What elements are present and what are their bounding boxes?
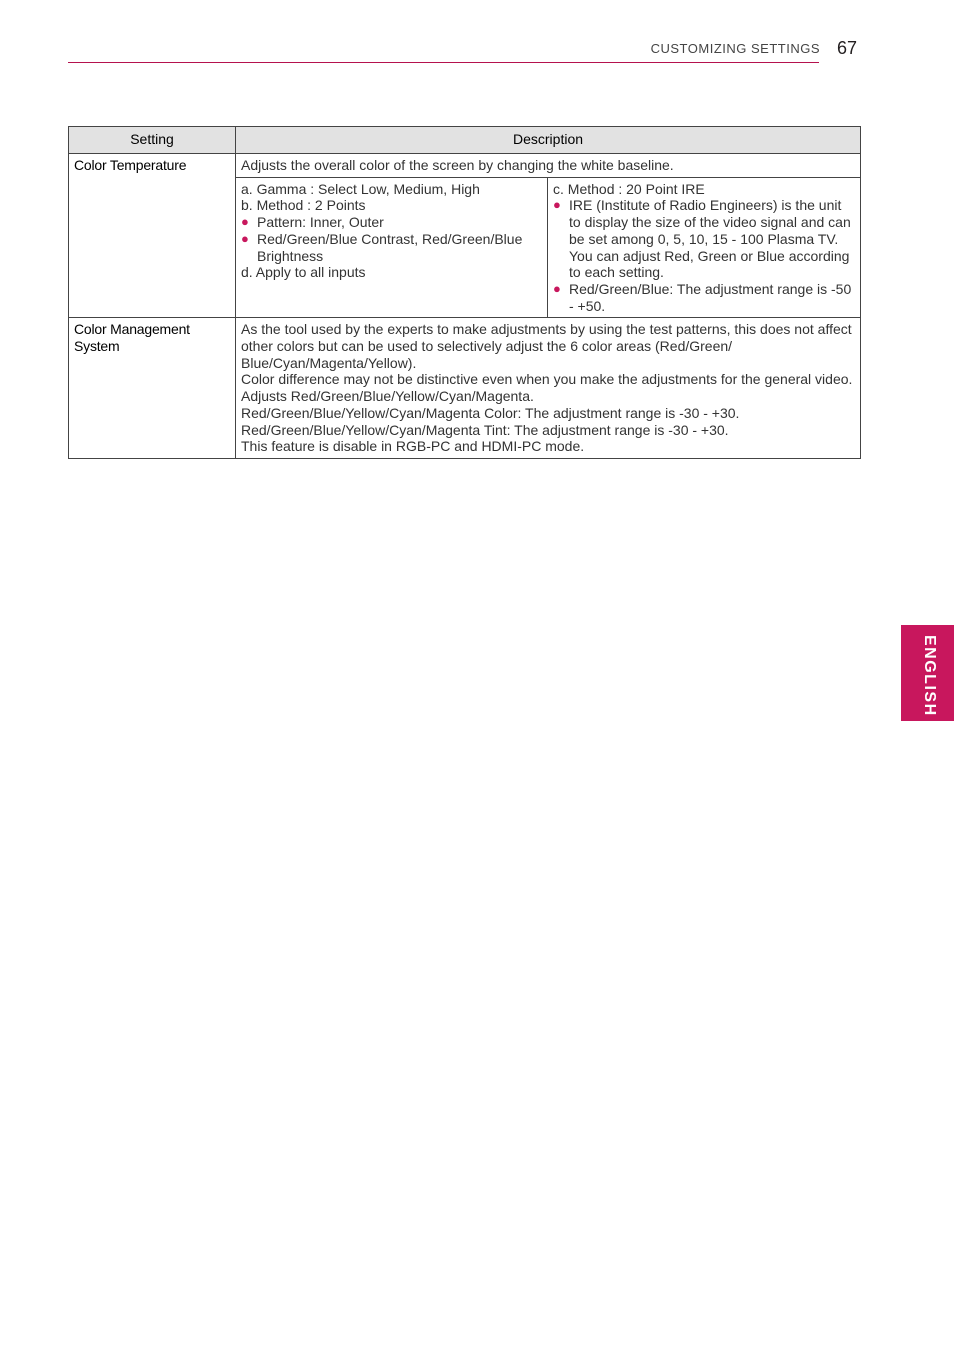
section-title: CUSTOMIZING SETTINGS [650, 41, 820, 56]
description-line: Color difference may not be distinctive even when you make the adjustments for the general video. [241, 371, 853, 388]
bullet-item [553, 281, 855, 314]
bullet-text: Pattern: Inner, Outer [257, 214, 384, 231]
bullet-item [241, 231, 542, 264]
language-tab-label: ENGLISH [921, 635, 938, 717]
column-header-description: Description [236, 127, 861, 154]
bullet-dot-icon: ● [241, 214, 249, 230]
table-row [69, 154, 861, 178]
description-line: This feature is disable in RGB-PC and HDMI-PC mode. [241, 438, 585, 455]
bullet-text: Red/Green/Blue Contrast, Red/Green/Blue Brightness [257, 230, 523, 264]
bullet-text: IRE (Institute of Radio Engineers) is the unit to display the size of the video signal and can be set among 0, 5, 10, 15 - 100 Plasma TV. You can adjust Red, Green or Blue according to each setting. [569, 197, 851, 281]
list-item: c. Method : 20 Point IRE [553, 180, 705, 197]
description-line: Red/Green/Blue/Yellow/Cyan/Magenta Color: The adjustment range is -30 - +30. [241, 404, 740, 421]
bullet-dot-icon: ● [553, 280, 561, 296]
color-management-description [236, 318, 861, 459]
table-row [69, 318, 861, 459]
column-header-setting: Setting [69, 127, 236, 154]
setting-color-management-system: Color Management System [69, 318, 236, 459]
bullet-text: Red/Green/Blue: The adjustment range is -50 - +50. [569, 280, 852, 314]
description-line: Red/Green/Blue/Yellow/Cyan/Magenta Tint: The adjustment range is -30 - +30. [241, 421, 729, 438]
page-number: 67 [837, 38, 858, 58]
setting-color-temperature: Color Temperature [69, 154, 236, 318]
color-temperature-right-cell [548, 177, 861, 318]
color-temperature-left-cell [236, 177, 548, 318]
list-item: b. Method : 2 Points [241, 197, 366, 214]
bullet-dot-icon: ● [553, 197, 561, 213]
bullet-dot-icon: ● [241, 230, 249, 246]
header-divider [68, 62, 819, 63]
list-item: a. Gamma : Select Low, Medium, High [241, 180, 480, 197]
bullet-item [241, 214, 542, 231]
bullet-item [553, 197, 855, 281]
table-header-row [69, 127, 861, 154]
description-line: As the tool used by the experts to make adjustments by using the test patterns, this does not affect other colors but can be used to selectively adjust the 6 color areas (Red/Green/ Blue/Cyan/Magenta/Yellow). [241, 321, 852, 371]
list-item: d. Apply to all inputs [241, 264, 366, 281]
description-line: Adjusts Red/Green/Blue/Yellow/Cyan/Magenta. [241, 388, 534, 405]
settings-table [68, 126, 861, 459]
color-temperature-summary: Adjusts the overall color of the screen by changing the white baseline. [236, 154, 861, 178]
